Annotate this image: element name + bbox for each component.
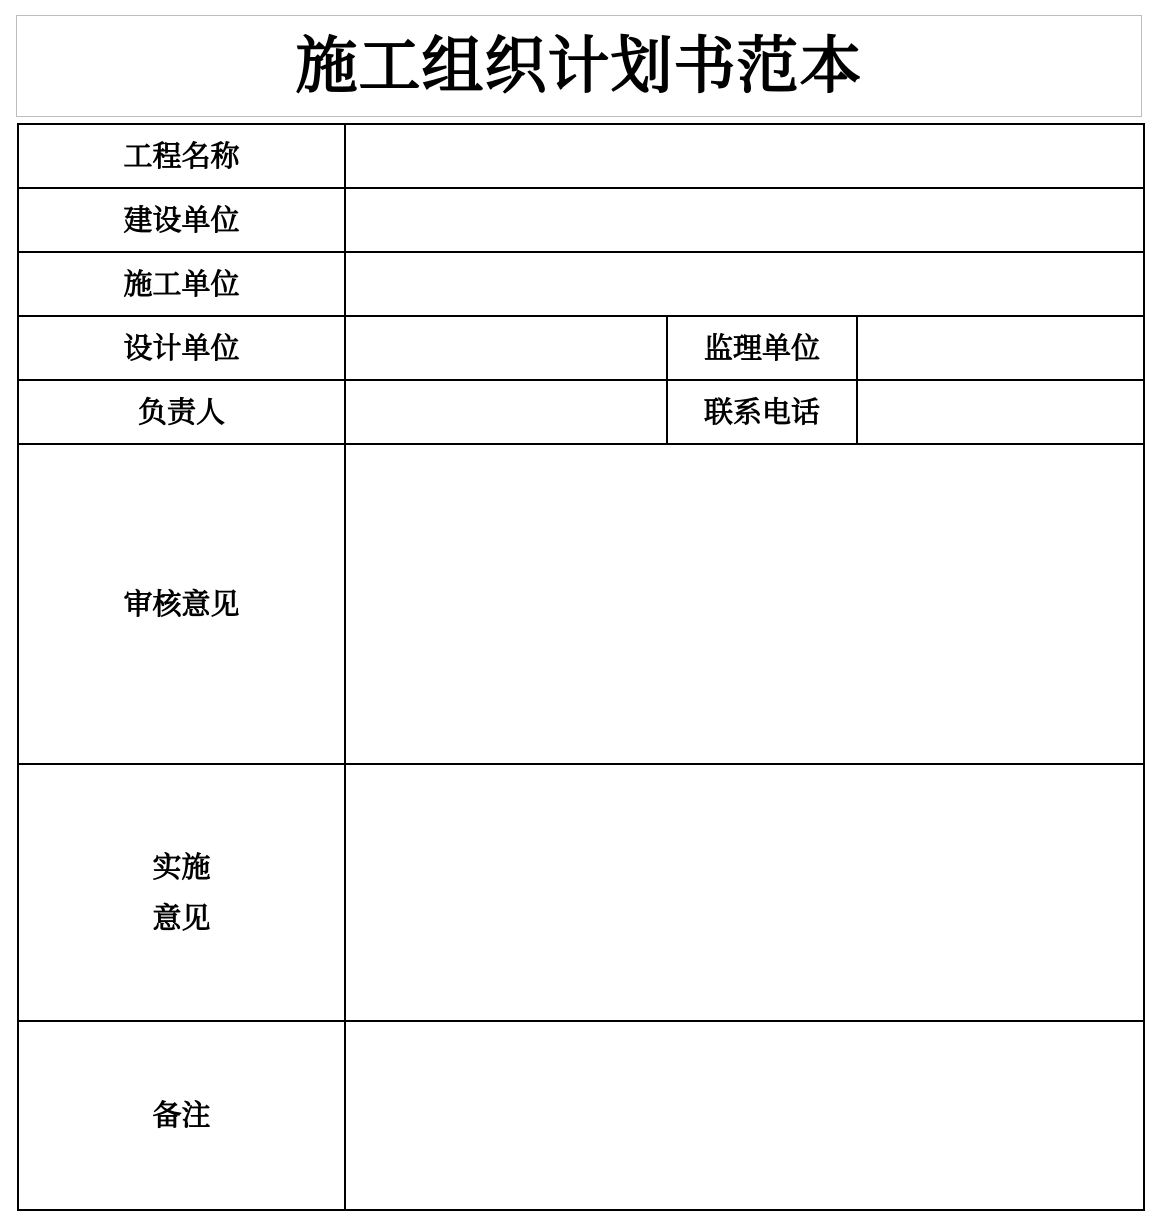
supervision-unit-label: 监理单位 [667, 316, 857, 380]
design-unit-label: 设计单位 [18, 316, 345, 380]
design-unit-field[interactable] [345, 316, 667, 380]
row-remarks [18, 1021, 1144, 1210]
builder-unit-field[interactable] [345, 252, 1144, 316]
project-name-field[interactable] [345, 124, 1144, 188]
review-opinion-label: 审核意见 [18, 444, 345, 764]
implementation-opinion-label-line2: 意见 [152, 900, 211, 935]
remarks-field[interactable] [345, 1021, 1144, 1210]
supervision-unit-field[interactable] [857, 316, 1144, 380]
contact-phone-field[interactable] [857, 380, 1144, 444]
builder-unit-label: 施工单位 [18, 252, 345, 316]
implementation-opinion-label [18, 764, 345, 1021]
plan-form-table [17, 123, 1145, 1211]
row-implementation-opinion [18, 764, 1144, 1021]
row-review-opinion [18, 444, 1144, 764]
construction-unit-label: 建设单位 [18, 188, 345, 252]
row-construction-unit [18, 188, 1144, 252]
review-opinion-field[interactable] [345, 444, 1144, 764]
row-builder-unit [18, 252, 1144, 316]
person-in-charge-label: 负责人 [18, 380, 345, 444]
row-design-supervision [18, 316, 1144, 380]
construction-unit-field[interactable] [345, 188, 1144, 252]
contact-phone-label: 联系电话 [667, 380, 857, 444]
project-name-label: 工程名称 [18, 124, 345, 188]
remarks-label: 备注 [18, 1021, 345, 1210]
person-in-charge-field[interactable] [345, 380, 667, 444]
implementation-opinion-label-line1: 实施 [152, 849, 211, 884]
row-project-name [18, 124, 1144, 188]
document-title-box [16, 15, 1142, 117]
implementation-opinion-field[interactable] [345, 764, 1144, 1021]
row-person-contact [18, 380, 1144, 444]
document-title: 施工组织计划书范本 [295, 29, 863, 102]
